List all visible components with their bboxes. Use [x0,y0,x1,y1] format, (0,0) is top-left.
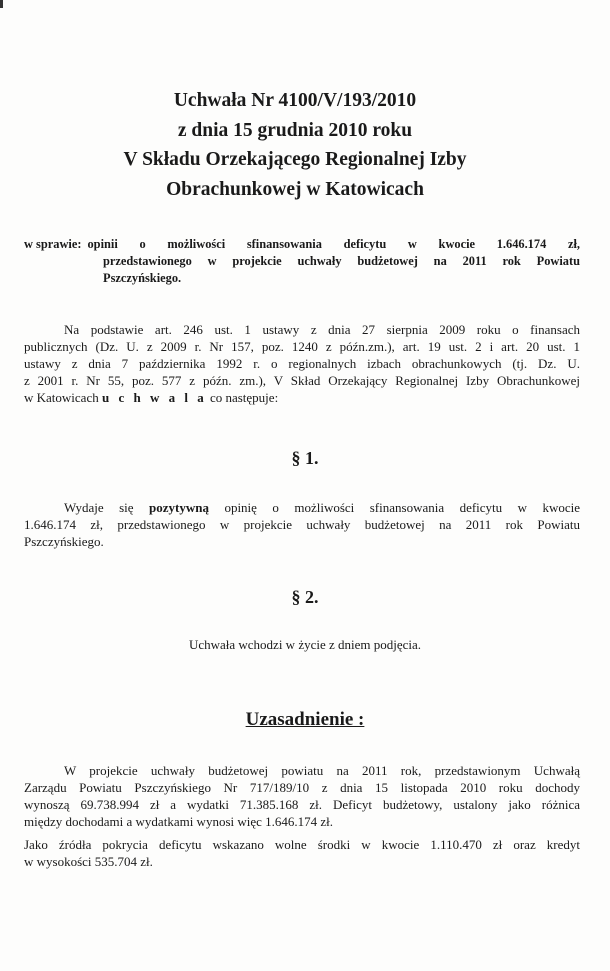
justification-line-2: Zarządu Powiatu Pszczyńskiego Nr 717/189/10 z dnia 15 listopada 2010 roku dochody [24,780,580,795]
subject-block [24,236,580,287]
justification-line-5: Jako źródła pokrycia deficytu wskazano wolne środki w kwocie 1.110.470 zł oraz kredyt [24,837,580,852]
basis-line-1: Na podstawie art. 246 ust. 1 ustawy z dnia 27 sierpnia 2009 roku o finansach [64,322,580,337]
justification-line-6: w wysokości 535.704 zł. [24,854,153,869]
basis-line-4: z 2001 r. Nr 55, poz. 577 z późn. zm.), V Skład Orzekający Regionalnej Izby Obrachunkowej [24,373,580,388]
section-1-line-3: Pszczyńskiego. [24,534,104,549]
basis-line-2: publicznych (Dz. U. z 2009 r. Nr 157, poz. 1240 z późn.zm.), art. 19 ust. 2 i art. 20 ust. 1 [24,339,580,354]
title-line-1: Uchwała Nr 4100/V/193/2010 [173,90,417,111]
section-2-heading: § 2. [291,587,319,607]
title-line-4: Obrachunkowej w Katowicach [166,178,424,200]
title-line-3: V Składu Orzekającego Regionalnej Izby [123,149,467,170]
section-1-paragraph [24,499,580,550]
legal-basis-paragraph [24,321,580,406]
section-1-line-1-post: opinię o możliwości sfinansowania deficytu w kwocie [224,500,581,515]
positive-word: pozytywną [149,500,209,515]
subject-line-3: Pszczyńskiego. [103,271,182,285]
justification-heading: Uzasadnienie : [245,709,365,730]
subject-line-1: opinii o możliwości sfinansowania deficytu w kwocie 1.646.174 zł, [87,237,580,251]
title-line-2: z dnia 15 grudnia 2010 roku [177,119,413,141]
justification-paragraph-2 [24,836,580,870]
resolution-title [60,86,530,204]
section-1-line-2: 1.646.174 zł, przedstawionego w projekcie uchwały budżetowej na 2011 rok Powiatu [24,517,580,532]
basis-line-5 [24,389,580,406]
justification-paragraph-1 [24,762,580,830]
subject-label: w sprawie: [24,237,82,251]
basis-line-5-pre: w Katowicach [24,390,99,405]
resolves-word: u c h w a l a [101,390,207,405]
justification-line-3: wynoszą 69.738.994 zł a wydatki 71.385.168 zł. Deficyt budżetowy, ustalony jako różnica [24,797,580,812]
basis-line-3: ustawy z dnia 7 października 1992 r. o regionalnych izbach obrachunkowych (tj. Dz. U. [24,356,580,371]
subject-line-2: przedstawionego w projekcie uchwały budżetowej na 2011 rok Powiatu [103,254,580,268]
justification-line-1: W projekcie uchwały budżetowej powiatu na 2011 rok, przedstawionym Uchwałą [64,763,580,778]
basis-line-5-post: co następuje: [209,390,279,405]
section-1-line-1 [24,499,580,516]
section-1-heading: § 1. [291,448,319,468]
scan-edge-mark [0,0,3,8]
section-2-text: Uchwała wchodzi w życie z dniem podjęcia. [188,637,422,652]
justification-line-4: między dochodami a wydatkami wynosi więc 1.646.174 zł. [24,814,334,829]
section-1-line-1-pre: Wydaje się [64,500,134,515]
